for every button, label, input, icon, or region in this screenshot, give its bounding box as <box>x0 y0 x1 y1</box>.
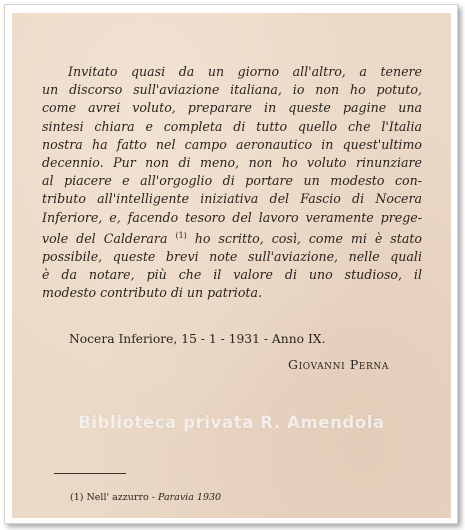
text-line: Inferiore, e, facendo tesoro del lavoro veramente prege- <box>42 209 422 225</box>
watermark: Biblioteca privata R. Amendola <box>78 413 385 432</box>
footnote-divider <box>54 473 126 474</box>
footnote-marker: (1) Nell' azzurro - <box>70 492 155 503</box>
dateline: Nocera Inferiore, 15 - 1 - 1931 - Anno IX. <box>69 332 326 346</box>
text-line: modesto contributo di un patriota. <box>42 285 262 301</box>
text-segment: ho scritto, così, come mi è stato <box>194 230 422 246</box>
text-line: possibile, queste brevi note sull'aviazione, nelle quali <box>42 249 422 265</box>
text-line-with-footnote-ref <box>42 227 422 248</box>
author-signature: Giovanni Perna <box>288 357 389 372</box>
photo-frame <box>4 4 458 524</box>
text-line: decennio. Pur non di meno, non ho voluto rinunziare <box>42 155 422 171</box>
footnote <box>70 492 221 503</box>
book-page <box>12 13 451 518</box>
text-line: tributo all'intelligente iniziativa del Fascio di Nocera <box>42 191 422 207</box>
footnote-source: Paravia 1930 <box>157 492 222 503</box>
text-line: al piacere e all'orgoglio di portare un modesto con- <box>42 173 422 189</box>
footnote-reference: (1) <box>175 230 187 240</box>
text-line: come avrei voluto, preparare in queste pagine una <box>42 100 422 116</box>
preface-paragraph <box>42 63 422 303</box>
text-line: nostra ha fatto nel campo aeronautico in quest'ultimo <box>42 136 422 152</box>
text-line: è da notare, più che il valore di uno studioso, il <box>42 267 422 283</box>
text-segment: vole del Calderara <box>42 230 168 246</box>
text-line: un discorso sull'aviazione italiana, io non ho potuto, <box>42 82 422 98</box>
text-line: sintesi chiara e completa di tutto quello che l'Italia <box>42 118 422 134</box>
text-line: Invitato quasi da un giorno all'altro, a tenere <box>68 64 422 79</box>
